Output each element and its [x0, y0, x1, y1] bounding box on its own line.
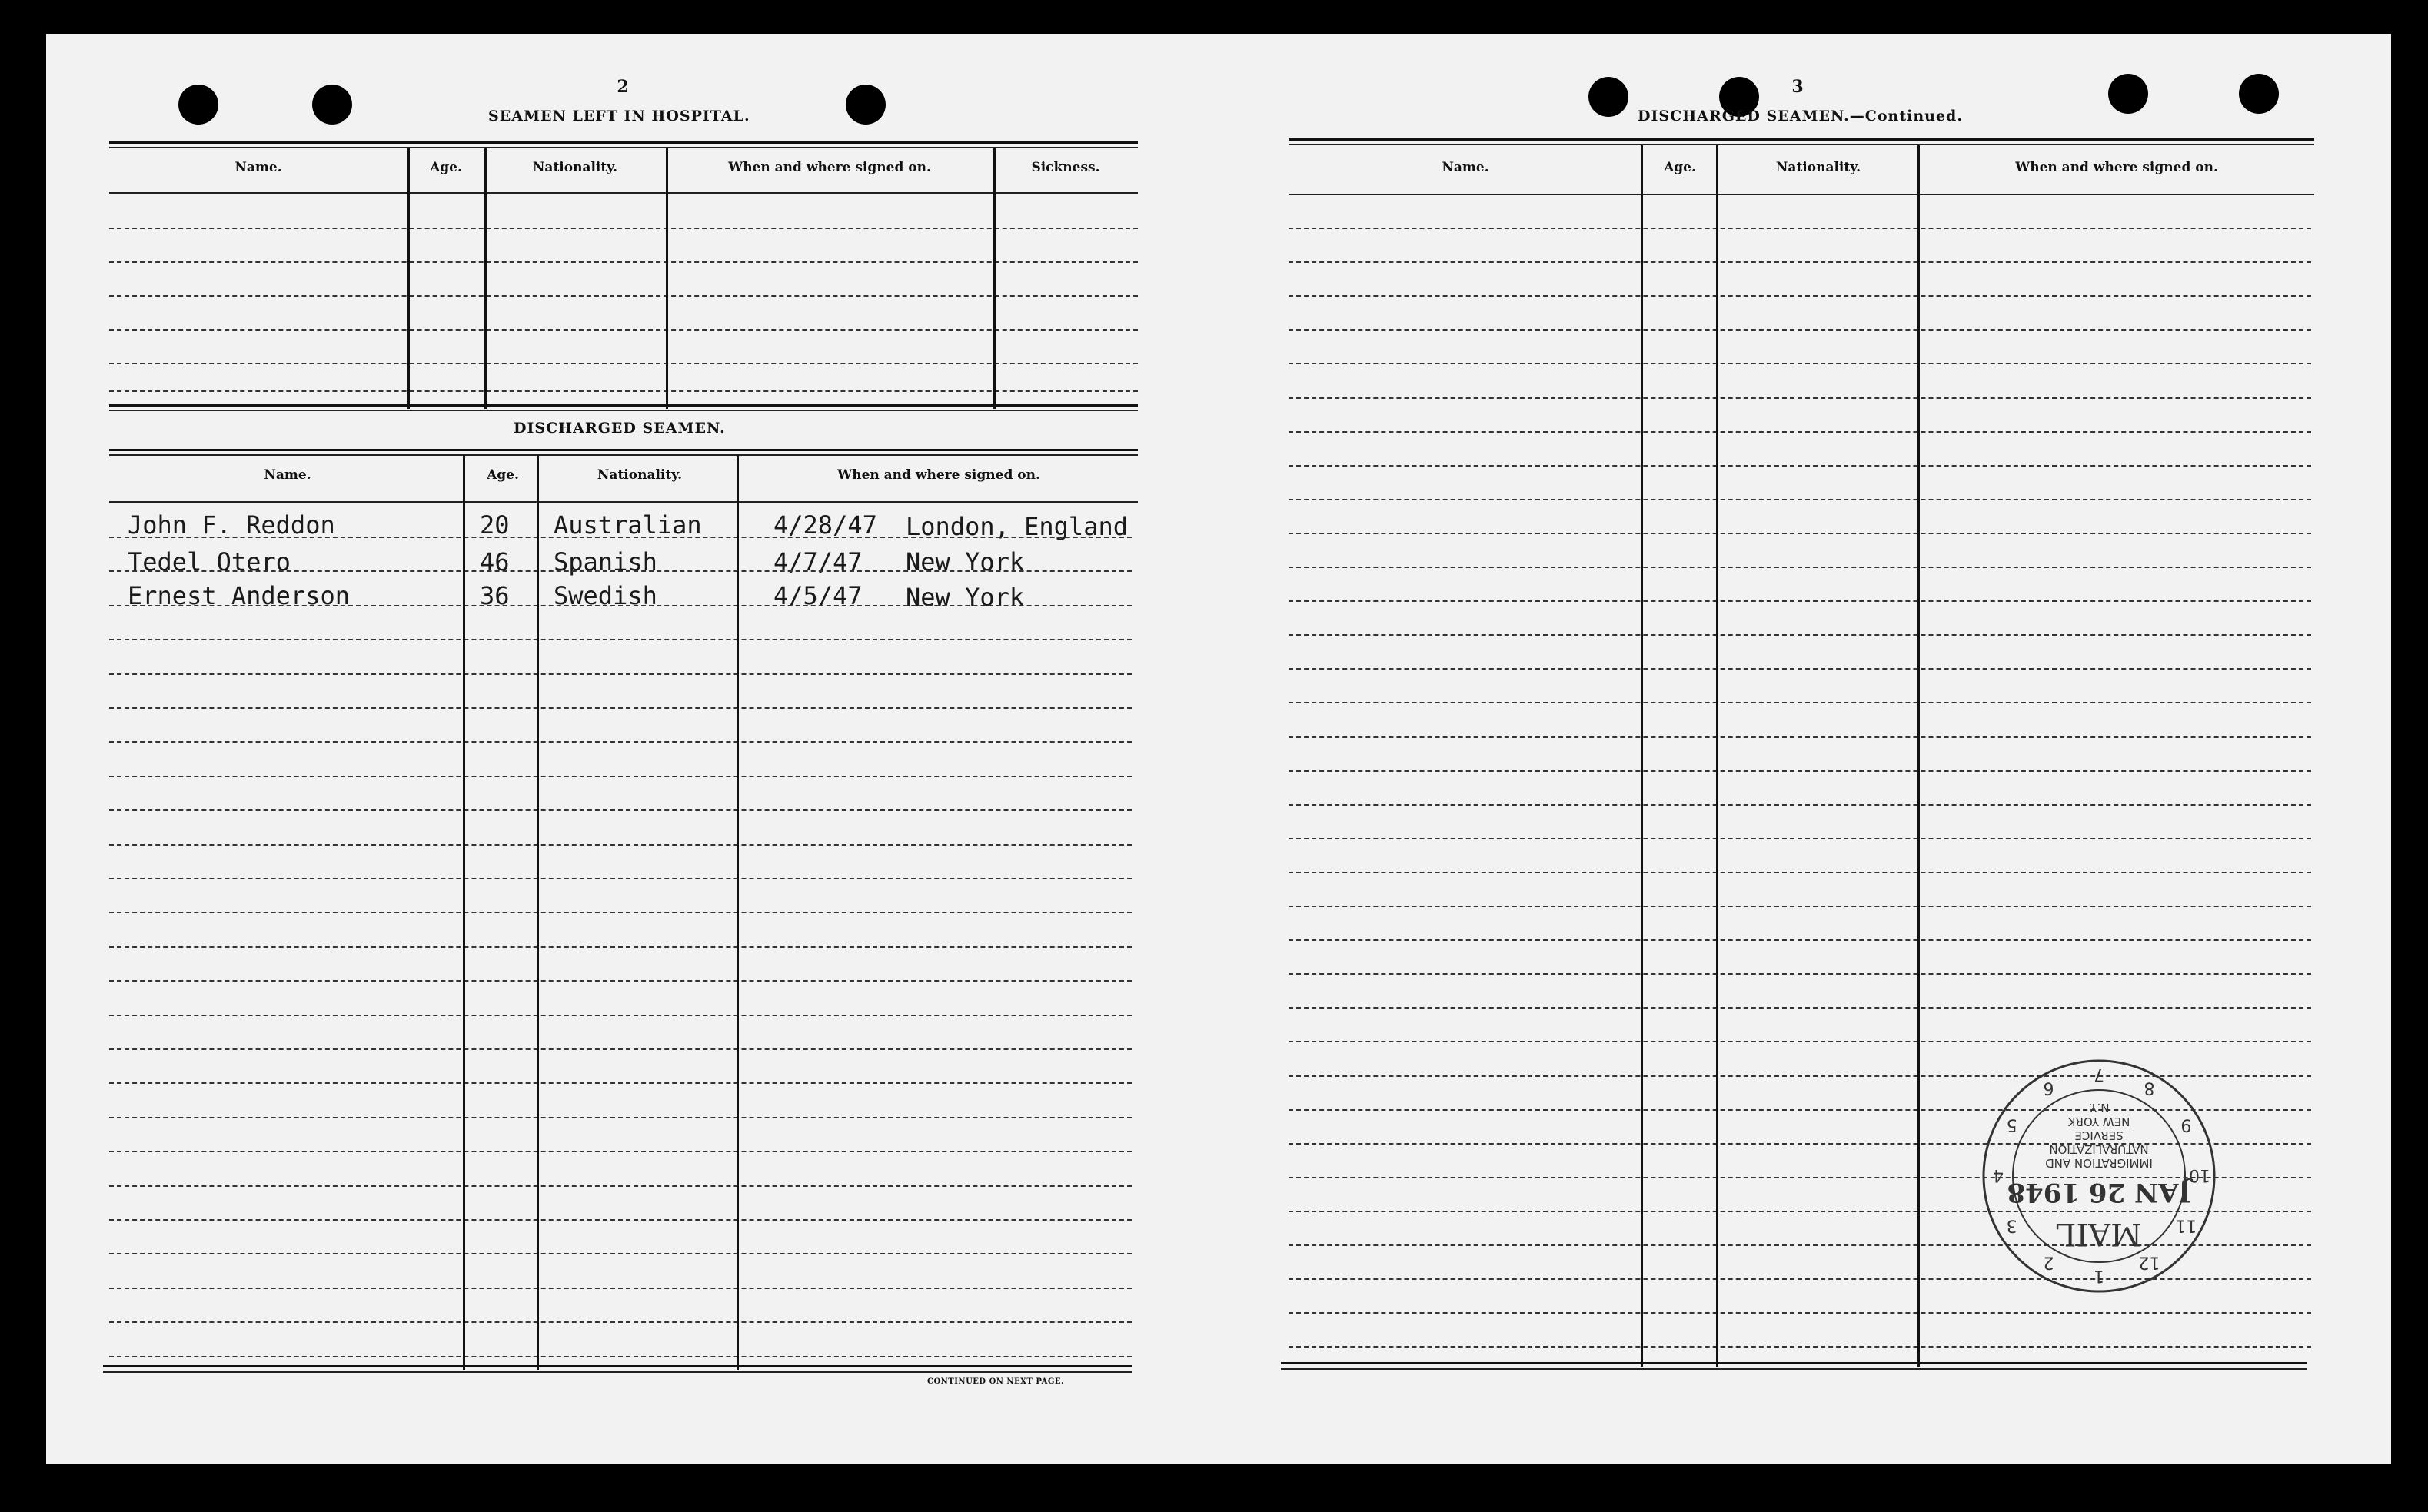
ruled-line	[1289, 499, 2311, 500]
discharged-col-signed-on: When and where signed on.	[837, 467, 1040, 483]
ruled-line	[109, 570, 1132, 572]
rule	[109, 192, 1138, 194]
ruled-line	[1289, 770, 2311, 772]
ruled-line	[1289, 228, 2311, 229]
ruled-line	[1289, 533, 2311, 534]
ruled-line	[109, 1253, 1132, 1254]
section-title-discharged-continued: DISCHARGED SEAMEN.—Continued.	[1638, 108, 1963, 125]
rule	[109, 141, 1138, 144]
ruled-line	[109, 329, 1138, 331]
ruled-line	[109, 1185, 1132, 1187]
section-title-discharged: DISCHARGED SEAMEN.	[514, 420, 726, 437]
seaman-age: 36	[480, 581, 510, 610]
hospital-col-name: Name.	[234, 160, 282, 175]
ruled-line	[1289, 431, 2311, 433]
punch-hole	[312, 85, 352, 125]
col-divider	[1641, 145, 1643, 1367]
seaman-nationality: Australian	[554, 510, 702, 540]
col-divider	[484, 148, 487, 409]
rule	[1281, 1362, 2307, 1364]
seaman-name: Tedel Otero	[128, 547, 291, 577]
ruled-line	[1289, 804, 2311, 806]
discharged-col-age: Age.	[487, 467, 519, 483]
rule	[1289, 138, 2314, 141]
seaman-signed-date: 4/28/47	[773, 510, 877, 540]
stamp-office-4: NEW YORK	[2067, 1115, 2130, 1128]
stamp-digit: 10	[2189, 1165, 2210, 1185]
ruled-line	[1289, 1041, 2311, 1042]
ruled-line	[109, 1117, 1132, 1118]
stamp-digit: 3	[2006, 1215, 2017, 1235]
ruled-line	[109, 844, 1132, 846]
rule	[109, 454, 1138, 456]
stamp-digit: 8	[2144, 1078, 2155, 1098]
punch-hole	[2239, 74, 2279, 114]
ruled-line	[1289, 973, 2311, 975]
ruled-line	[1289, 736, 2311, 738]
col-divider	[1917, 145, 1920, 1367]
seaman-age: 46	[480, 547, 510, 577]
seaman-signed-date: 4/5/47	[773, 581, 863, 610]
stamp-digit: 7	[2094, 1065, 2104, 1084]
continued-col-name: Name.	[1442, 160, 1489, 175]
stamp-digit: 2	[2043, 1252, 2054, 1272]
ruled-line	[109, 673, 1132, 675]
rule	[109, 501, 1138, 503]
seaman-nationality: Spanish	[554, 547, 657, 577]
col-divider	[737, 455, 739, 1370]
punch-hole	[178, 85, 218, 125]
seaman-signed-place: New York	[906, 547, 1025, 577]
rule	[109, 147, 1138, 148]
stamp-label: MAIL	[2055, 1216, 2143, 1251]
ruled-line	[1289, 1312, 2311, 1314]
ruled-line	[109, 1015, 1132, 1016]
ruled-line	[109, 946, 1132, 948]
ruled-line	[109, 228, 1138, 229]
continued-col-age: Age.	[1664, 160, 1696, 175]
ruled-line	[1289, 261, 2311, 263]
ruled-line	[1289, 872, 2311, 873]
continued-note: CONTINUED ON NEXT PAGE.	[927, 1377, 1065, 1386]
seaman-signed-place: London, England	[906, 512, 1128, 541]
seaman-signed-place: New York	[906, 583, 1025, 612]
ruled-line	[109, 1356, 1132, 1357]
seaman-nationality: Swedish	[554, 581, 657, 610]
continued-col-nationality: Nationality.	[1775, 160, 1861, 175]
rule	[1289, 144, 2314, 145]
hospital-col-age: Age.	[430, 160, 462, 175]
discharged-col-nationality: Nationality.	[597, 467, 683, 483]
ruled-line	[1289, 363, 2311, 364]
ruled-line	[1289, 465, 2311, 467]
rule	[103, 1365, 1132, 1367]
ruled-line	[109, 1151, 1132, 1152]
ruled-line	[1289, 939, 2311, 941]
immigration-stamp	[1968, 1053, 2230, 1299]
ruled-line	[109, 261, 1138, 263]
rule	[1281, 1368, 2307, 1370]
ruled-line	[109, 1219, 1132, 1221]
stamp-date: JAN 26 1948	[2007, 1177, 2191, 1208]
punch-hole	[1588, 77, 1628, 117]
ruled-line	[1289, 1007, 2311, 1009]
ruled-line	[1289, 634, 2311, 636]
stamp-office-3: SERVICE	[2074, 1128, 2124, 1142]
rule	[109, 410, 1138, 411]
stamp-digit: 11	[2175, 1215, 2197, 1235]
ruled-line	[109, 980, 1132, 982]
seaman-name: John F. Reddon	[128, 510, 335, 540]
ruled-line	[109, 741, 1132, 743]
col-divider	[993, 148, 996, 409]
stamp-office-5: N.Y.	[2088, 1101, 2110, 1115]
seaman-age: 20	[480, 510, 510, 540]
hospital-col-sickness: Sickness.	[1031, 160, 1100, 175]
page-number-left: 2	[617, 77, 629, 97]
ruled-line	[1289, 567, 2311, 568]
ruled-line	[1289, 838, 2311, 839]
hospital-col-signed-on: When and where signed on.	[728, 160, 931, 175]
ruled-line	[109, 776, 1132, 777]
rule	[103, 1371, 1132, 1373]
ruled-line	[1289, 668, 2311, 670]
ruled-line	[109, 605, 1132, 606]
ruled-line	[1289, 329, 2311, 331]
ruled-line	[109, 809, 1132, 811]
stamp-digit: 4	[1993, 1165, 2004, 1185]
col-divider	[537, 455, 539, 1370]
stamp-digit: 5	[2006, 1115, 2017, 1135]
section-title-hospital: SEAMEN LEFT IN HOSPITAL.	[488, 108, 750, 125]
col-divider	[407, 148, 410, 409]
ruled-line	[1289, 702, 2311, 703]
stamp-digit: 6	[2043, 1078, 2054, 1098]
hospital-col-nationality: Nationality.	[532, 160, 618, 175]
stamp-office-2: NATURALIZATION	[2049, 1142, 2149, 1156]
seaman-name: Ernest Anderson	[128, 581, 350, 610]
col-divider	[463, 455, 465, 1370]
stamp-digit: 1	[2094, 1266, 2104, 1285]
ruled-line	[109, 1321, 1132, 1323]
stamp-digit: 12	[2138, 1252, 2160, 1272]
col-divider	[1716, 145, 1718, 1367]
ruled-line	[109, 878, 1132, 879]
ruled-line	[109, 912, 1132, 913]
ruled-line	[109, 1082, 1132, 1084]
page-number-right: 3	[1791, 77, 1804, 97]
ruled-line	[1289, 600, 2311, 602]
col-divider	[666, 148, 668, 409]
ruled-line	[109, 707, 1132, 709]
rule	[109, 404, 1138, 407]
continued-col-signed-on: When and where signed on.	[2015, 160, 2218, 175]
ruled-line	[109, 537, 1132, 538]
ruled-line	[109, 295, 1138, 297]
rule	[109, 449, 1138, 451]
stamp-digit: 9	[2180, 1115, 2192, 1135]
ruled-line	[109, 1048, 1132, 1050]
seaman-signed-date: 4/7/47	[773, 547, 863, 577]
rule	[1289, 194, 2314, 195]
discharged-col-name: Name.	[264, 467, 311, 483]
ruled-line	[109, 639, 1132, 640]
ruled-line	[1289, 397, 2311, 399]
ruled-line	[109, 390, 1138, 392]
ruled-line	[109, 1288, 1132, 1289]
ruled-line	[1289, 1346, 2311, 1348]
stamp-office-1: IMMIGRATION AND	[2045, 1156, 2153, 1170]
ruled-line	[109, 363, 1138, 364]
punch-hole	[846, 85, 886, 125]
ruled-line	[1289, 295, 2311, 297]
punch-hole	[2108, 74, 2148, 114]
ruled-line	[1289, 906, 2311, 907]
